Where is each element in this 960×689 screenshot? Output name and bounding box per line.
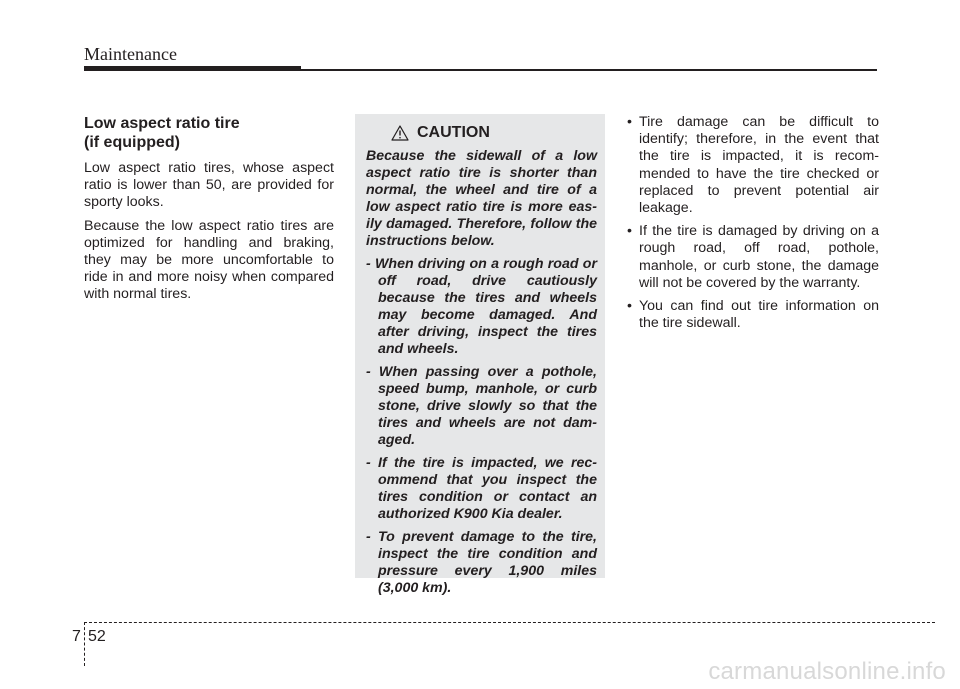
caution-box	[355, 114, 605, 596]
caution-intro: Because the sidewall of a low aspect ratio tire is shorter than normal, the wheel and tire of a low aspect ratio tire is more easily damaged. Therefore, follow the instructions below.	[366, 148, 597, 249]
caution-header	[391, 120, 597, 146]
left-column	[84, 114, 334, 310]
header-rule-thick	[84, 66, 301, 71]
page-header-title: Maintenance	[84, 44, 177, 64]
chapter-number: 7	[72, 628, 81, 645]
caution-item: - When passing over a pothole, speed bump, manhole, or curb stone, drive slowly so that the tires and wheels are not damaged.	[366, 364, 597, 448]
footer-divider	[84, 622, 935, 623]
footer-vertical-divider	[84, 622, 85, 666]
section-heading-line1: Low aspect ratio tire	[84, 115, 240, 132]
caution-item: - When driving on a rough road or off road, drive cautiously because the tires and wheels may become damaged. And after driving, inspect the tires and wheels.	[366, 256, 597, 357]
bullet-item: • If the tire is damaged by driving on a rough road, off road, pothole, manhole, or curb stone, the damage will not be covered by the warranty.	[627, 223, 879, 292]
header-rule-thin	[301, 69, 877, 71]
watermark: carmanualsonline.info	[708, 658, 946, 685]
caution-title: CAUTION	[417, 124, 490, 141]
body-paragraph: Low aspect ratio tires, whose aspect ratio is lower than 50, are provided for sporty looks.	[84, 160, 334, 211]
caution-item: - To prevent damage to the tire, inspect the tire condition and pressure every 1,900 miles (3,000 km).	[366, 529, 597, 596]
caution-item: - If the tire is impacted, we recommend that you inspect the tires condition or contact an authorized K900 Kia dealer.	[366, 455, 597, 522]
warning-triangle-icon	[391, 125, 409, 141]
bullet-list	[627, 114, 879, 332]
bullet-item: • Tire damage can be difficult to identify; therefore, in the event that the tire is impacted, it is recommended to have the tire checked or replaced to prevent potential air leakage.	[627, 114, 879, 217]
section-heading-line2: (if equipped)	[84, 134, 180, 151]
right-column	[627, 114, 879, 338]
page-number: 52	[88, 628, 106, 645]
bullet-item: • You can find out tire information on the tire sidewall.	[627, 298, 879, 332]
section-heading	[84, 114, 334, 152]
caution-list	[366, 256, 597, 597]
body-paragraph: Because the low aspect ratio tires are optimized for handling and braking, they may be more uncomfortable to ride in and more noisy when compared with normal tires.	[84, 217, 334, 303]
